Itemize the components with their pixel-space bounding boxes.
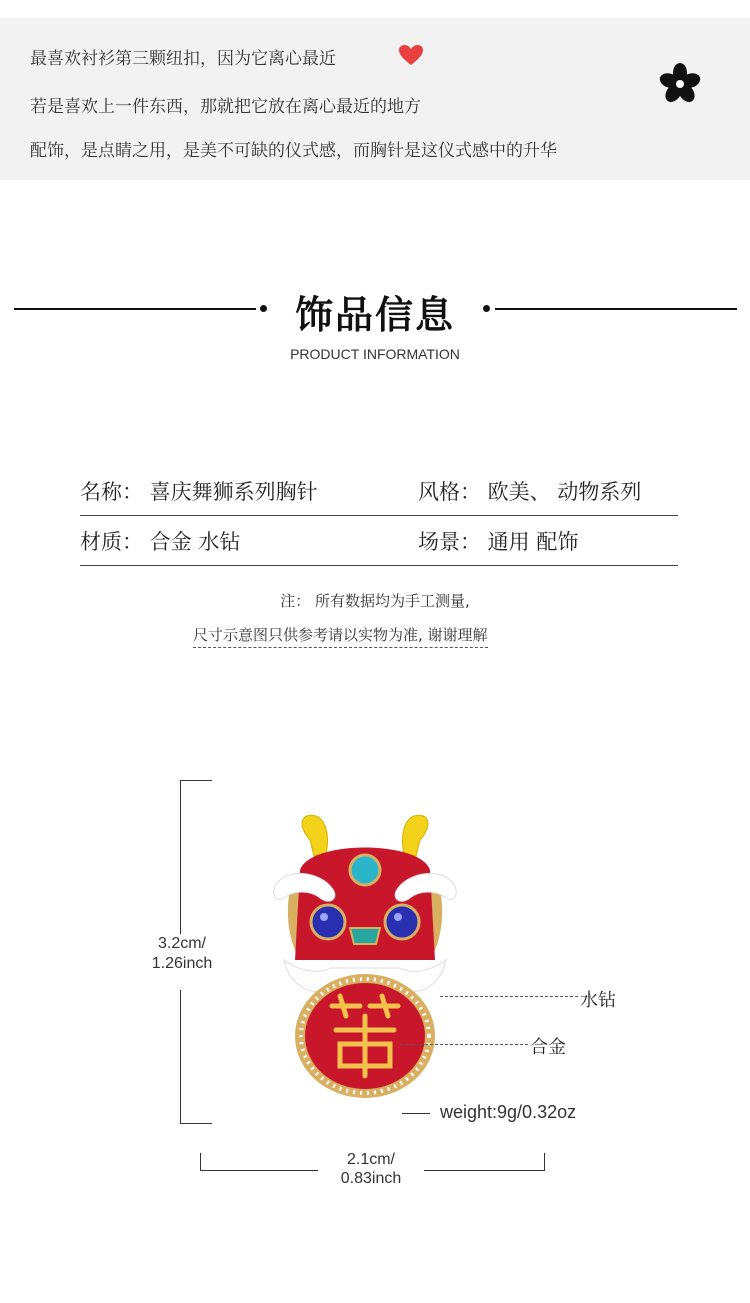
- width-dimension-right-tick: [544, 1153, 545, 1171]
- height-dimension-bottom-tick: [180, 1123, 212, 1124]
- flower-icon: [656, 60, 704, 108]
- lion-dance-brooch-image: [270, 810, 460, 1100]
- width-dimension-label: [318, 1150, 424, 1190]
- intro-line-3: 配饰，是点睛之用，是美不可缺的仪式感，而胸针是这仪式感中的升华: [30, 141, 557, 161]
- alloy-callout-line: [400, 1044, 528, 1045]
- weight-marker: [402, 1113, 430, 1114]
- intro-banner: [0, 18, 750, 180]
- width-inch: 0.83inch: [340, 1170, 402, 1187]
- product-style: 风格： 欧美、 动物系列: [418, 480, 642, 504]
- rhinestone-callout-line: [440, 996, 578, 997]
- height-dimension-top-tick: [180, 780, 212, 781]
- product-material: 材质： 合金 水钻: [80, 530, 241, 554]
- product-info-table: [80, 468, 678, 566]
- info-row: [80, 468, 678, 516]
- section-subtitle: PRODUCT INFORMATION: [290, 346, 460, 362]
- width-dimension-left-tick: [200, 1153, 201, 1171]
- height-dimension-label: [130, 934, 234, 990]
- heading-dot-right: [483, 305, 490, 312]
- heart-icon: [398, 44, 424, 66]
- info-row: [80, 518, 678, 566]
- reference-note: 尺寸示意图只供参考请以实物为准, 谢谢理解: [193, 624, 488, 648]
- product-name: 名称： 喜庆舞狮系列胸针: [80, 480, 318, 504]
- section-heading: [0, 280, 750, 340]
- width-cm: 2.1cm/: [346, 1151, 395, 1168]
- section-title: 饰品信息: [294, 293, 455, 337]
- weight-label: weight:9g/0.32oz: [440, 1102, 577, 1122]
- heading-divider-right: [495, 308, 737, 310]
- intro-line-1: 最喜欢衬衫第三颗纽扣，因为它离心最近: [30, 49, 336, 69]
- product-occasion: 场景： 通用 配饰: [418, 530, 579, 554]
- intro-line-2: 若是喜欢上一件东西，那就把它放在离心最近的地方: [30, 97, 421, 117]
- height-cm: 3.2cm/: [157, 935, 206, 952]
- rhinestone-callout: 水钻: [580, 990, 616, 1011]
- measurement-note: 注： 所有数据均为手工测量,: [280, 592, 470, 610]
- height-inch: 1.26inch: [151, 955, 213, 972]
- alloy-callout: 合金: [530, 1037, 566, 1058]
